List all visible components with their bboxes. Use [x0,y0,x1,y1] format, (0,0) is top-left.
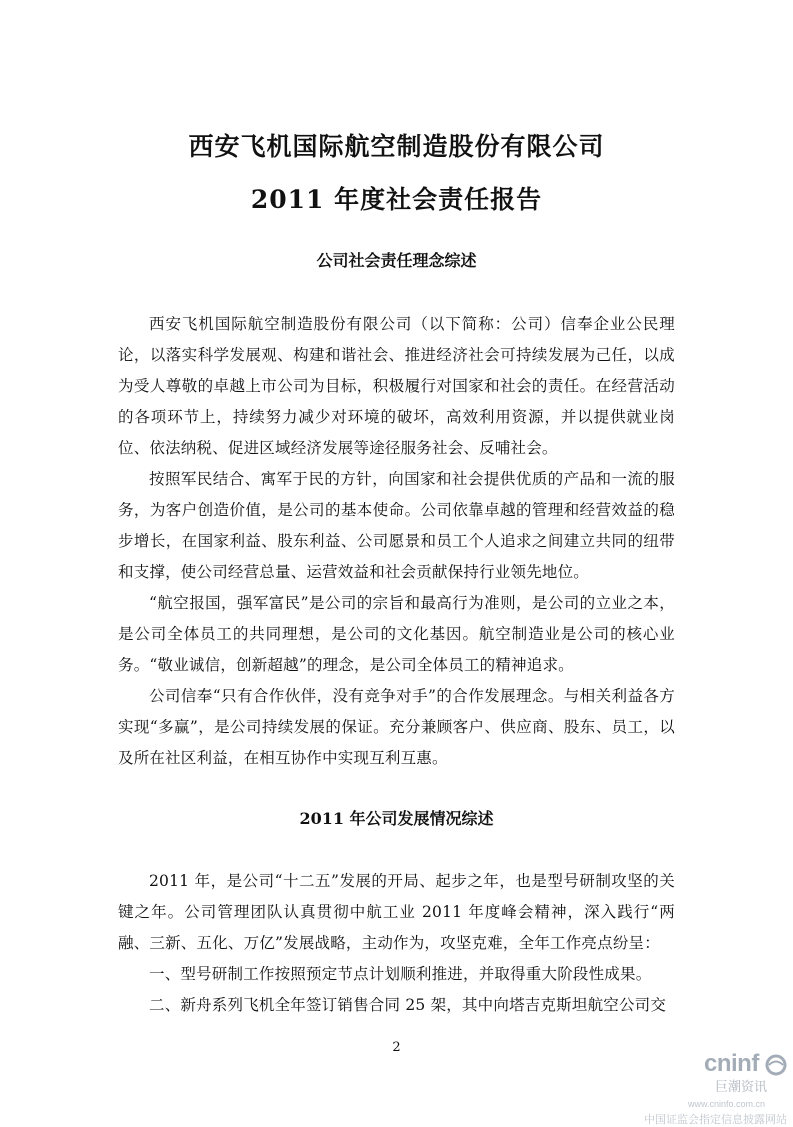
paragraph: 2011 年，是公司“十二五”发展的开局、起步之年，也是型号研制攻坚的关键之年。公司管理团队认真贯彻中航工业 2011 年度峰会精神，深入践行“两融、三新、五化、万亿”发展战略，主动作为，攻坚克难，全年工作亮点纷呈： [118,872,675,952]
section-heading-csr-concept: 公司社会责任理念综述 [316,251,477,270]
cninfo-url: www.cninfo.com.cn [687,1099,765,1109]
paragraph: 公司信奉“只有合作伙伴，没有竞争对手”的合作发展理念。与相关利益各方实现“多赢”，是公司持续发展的保证。充分兼顾客户、供应商、股东、员工，以及所在社区利益，在相互协作中实现互利互惠。 [118,687,675,767]
cninfo-chinese-name: 巨潮资讯 [714,1079,767,1094]
document-title: 西安飞机国际航空制造股份有限公司 [188,132,605,161]
paragraph: 西安飞机国际航空制造股份有限公司（以下简称：公司）信奉企业公民理论，以落实科学发展观、构建和谐社会、推进经济社会可持续发展为己任，以成为受人尊敬的卓越上市公司为目标，积极履行对国家和社会的责任。在经营活动的各项环节上，持续努力减少对环境的破坏，高效利用资源，并以提供就业岗位、依法纳税、促进区域经济发展等途径服务社会、反哺社会。 [118,315,675,457]
paragraph: 二、新舟系列飞机全年签订销售合同 25 架，其中向塔吉克斯坦航空公司交 [149,996,667,1014]
paragraph: “航空报国，强军富民”是公司的宗旨和最高行为准则，是公司的立业之本，是公司全体员工的共同理想，是公司的文化基因。航空制造业是公司的核心业务。“敬业诚信，创新超越”的理念，是公司全体员工的精神追求。 [118,594,675,674]
cninfo-logo-text: cninf [704,1050,759,1077]
page-number: 2 [392,1040,401,1055]
cninfo-watermark [637,1050,787,1127]
paragraph: 一、型号研制工作按照预定节点计划顺利推进，并取得重大阶段性成果。 [149,965,652,983]
section-heading-development-2011: 2011 年公司发展情况综述 [299,809,494,828]
report-title: 2011 年度社会责任报告 [250,185,543,214]
cninfo-logo [637,1050,787,1078]
paragraph: 按照军民结合、寓军于民的方针，向国家和社会提供优质的产品和一流的服务，为客户创造价值，是公司的基本使命。公司依靠卓越的管理和经营效益的稳步增长，在国家利益、股东利益、公司愿景和员工个人追求之间建立共同的纽带和支撑，使公司经营总量、运营效益和社会贡献保持行业领先地位。 [118,470,675,581]
cninfo-site-description: 中国证监会指定信息披露网站 [644,1114,787,1126]
cninfo-logo-icon [765,1054,787,1076]
